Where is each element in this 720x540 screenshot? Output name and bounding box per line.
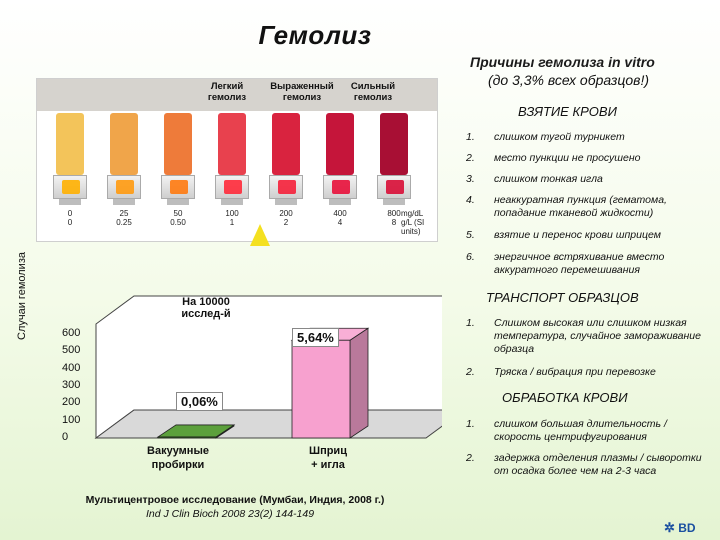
section-title-blood-draw: ВЗЯТИЕ КРОВИ — [518, 104, 617, 119]
y-tick-label: 200 — [62, 396, 81, 409]
tube-liquid — [380, 113, 408, 175]
list-item: место пункции не просушено — [494, 152, 641, 164]
tube-liquid — [110, 113, 138, 175]
list-num: 5. — [466, 229, 475, 241]
list-num: 2. — [466, 152, 475, 164]
chart-canvas — [70, 268, 442, 446]
photo-header — [37, 79, 437, 111]
y-tick-label: 0 — [62, 431, 69, 443]
y-axis-label: Случаи гемолиза — [16, 252, 28, 340]
units-label: mg/dL g/L (SI units) — [401, 209, 425, 236]
tube-liquid — [218, 113, 246, 175]
list-item: энергичное встряхивание вместо аккуратного перемешивания — [494, 251, 665, 276]
tube-liquid — [56, 113, 84, 175]
study-caption: Мультицентровое исследование (Мумбаи, Индия, 2008 г.) — [85, 494, 385, 506]
sample-tube — [215, 113, 249, 241]
causes-subtitle: (до 3,3% всех образцов!) — [488, 72, 650, 88]
tube-value: 25 0.25 — [116, 209, 132, 227]
list-item: задержка отделения плазмы / сыворотки от осадка более чем на 2-3 часа — [494, 452, 702, 477]
tube-value: 400 4 — [333, 209, 347, 227]
causes-title: Причины гемолиза in vitro — [470, 54, 655, 70]
category-syringe: Шприц + игла — [309, 445, 347, 471]
tube-cap — [323, 175, 357, 199]
hemolysis-tubes-photo — [36, 78, 438, 242]
list-num: 2. — [466, 452, 475, 464]
tube-base — [113, 199, 135, 205]
section-title-transport: ТРАНСПОРТ ОБРАЗЦОВ — [486, 290, 639, 305]
tube-cap — [377, 175, 411, 199]
y-tick-label: 100 — [62, 413, 81, 426]
tube-base — [275, 199, 297, 205]
tube-liquid — [272, 113, 300, 175]
citation: Ind J Clin Bioch 2008 23(2) 144-149 — [145, 508, 315, 520]
list-item: слишком тонкая игла — [494, 173, 603, 185]
list-num: 1. — [466, 418, 475, 430]
label-mild: Легкий гемолиз — [207, 81, 247, 103]
sample-tube — [323, 113, 357, 241]
vacuum-value-label: 0,06% — [176, 392, 223, 411]
list-item: Слишком высокая или слишком низкая температура, случайное замораживание образца — [494, 317, 701, 355]
tube-base — [221, 199, 243, 205]
list-item: взятие и перенос крови шприцем — [494, 229, 661, 241]
pointer-triangle — [250, 224, 270, 246]
section-title-processing: ОБРАБОТКА КРОВИ — [502, 390, 628, 405]
tube-value: 50 0.50 — [170, 209, 186, 227]
bar-vacuum — [158, 437, 216, 438]
list-num: 2. — [466, 366, 475, 378]
tube-base — [383, 199, 405, 205]
chart-annotation: На 10000 исслед-й — [181, 296, 231, 320]
sample-tube — [269, 113, 303, 241]
list-item: Тряска / вибрация при перевозке — [494, 366, 656, 378]
sample-tube — [53, 113, 87, 241]
tube-base — [167, 199, 189, 205]
y-tick-label: 300 — [62, 379, 81, 391]
list-item: слишком большая длительность / скорость центрифугирования — [494, 418, 667, 443]
category-vacuum: Вакуумные пробирки — [147, 445, 209, 471]
y-tick-label: 600 — [62, 327, 81, 339]
bar-side — [350, 328, 368, 438]
list-num: 6. — [466, 251, 475, 263]
hemolysis-chart — [70, 268, 442, 446]
tube-base — [329, 199, 351, 205]
list-num: 1. — [466, 131, 475, 143]
chart-floor — [96, 410, 442, 438]
tube-cap — [161, 175, 195, 199]
list-item: неаккуратная пункция (гематома, попадание тканевой жидкости) — [494, 194, 667, 219]
bar-syringe — [292, 340, 350, 438]
tube-value: 0 0 — [67, 209, 73, 227]
label-severe: Сильный гемолиз — [350, 81, 396, 103]
list-num: 1. — [466, 317, 475, 329]
list-num: 3. — [466, 173, 475, 185]
page-title: Гемолиз — [258, 20, 372, 50]
tube-value: 800 8 — [387, 209, 401, 227]
sample-tube — [107, 113, 141, 241]
label-marked: Выраженный гемолиз — [270, 81, 334, 103]
tube-cap — [269, 175, 303, 199]
list-num: 4. — [466, 194, 475, 206]
tube-row — [45, 113, 437, 241]
tube-liquid — [164, 113, 192, 175]
tube-cap — [215, 175, 249, 199]
tube-value: 100 1 — [225, 209, 239, 227]
syringe-value-label: 5,64% — [292, 328, 339, 347]
list-item: слишком тугой турникет — [494, 131, 625, 143]
tube-liquid — [326, 113, 354, 175]
tube-value: 200 2 — [279, 209, 293, 227]
y-tick-label: 500 — [62, 344, 81, 357]
sample-tube — [161, 113, 195, 241]
tube-cap — [107, 175, 141, 199]
tube-base — [59, 199, 81, 205]
bd-logo: ✲ BD — [664, 520, 696, 535]
y-tick-label: 400 — [62, 361, 81, 374]
tube-cap — [53, 175, 87, 199]
